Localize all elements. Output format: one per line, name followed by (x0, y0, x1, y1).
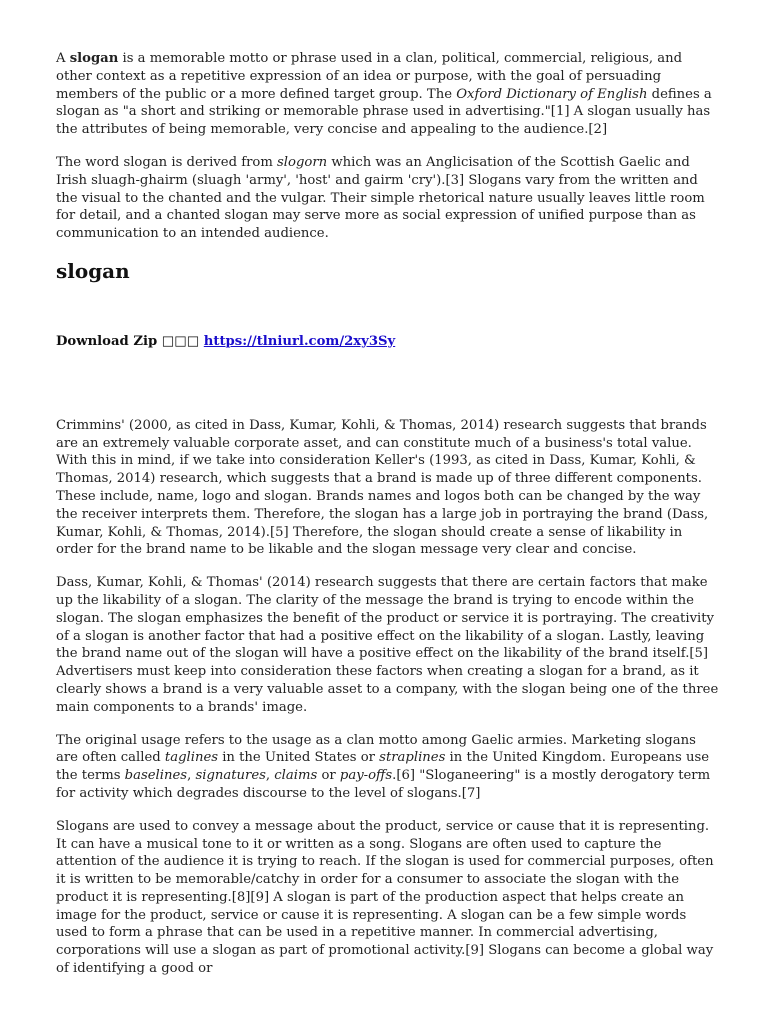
download-link[interactable]: https://tlniurl.com/2xy3Sy (203, 333, 396, 349)
text-run: , (265, 768, 275, 784)
download-label: Download Zip (56, 333, 158, 349)
text-run: A (56, 51, 70, 66)
text-run: which was an Anglicisation of the Scottish Gaelic and Irish sluagh-ghairm (sluagh 'army', 'host' and gairm 'cry').[3] Slogans vary from the written and the visual to the chanted and the vulgar. Their simple rhetorical nature usually leaves little room for detail, and a chanted slogan may serve more as social expression of unified purpose than as communication to an intended audience. (56, 154, 705, 242)
intro-paragraph-1 (56, 50, 720, 139)
text-run: in the United States or (218, 750, 380, 766)
section-heading: slogan (56, 258, 130, 283)
bold-term-slogan: slogan (69, 51, 119, 66)
italic-term: taglines (164, 750, 219, 766)
text-run: or (317, 768, 340, 784)
paragraph-slogans-convey: Slogans are used to convey a message about the product, service or cause that it is representing. It can have a musical tone to it or written as a song. Slogans are often used to capture the attention of the audience it is trying to reach. If the slogan is used for commercial purposes, often it is written to be memorable/catchy in order for a consumer to associate the slogan with the product it is representing.[8][9] A slogan is part of the production aspect that helps create an image for the product, service or cause it is representing. A slogan can be a few simple words used to form a phrase that can be used in a repetitive manner. In commercial advertising, corporations will use a slogan as part of promotional activity.[9] Slogans can become a global way of identifying a good or (56, 818, 714, 977)
paragraph-dass: Dass, Kumar, Kohli, & Thomas' (2014) research suggests that there are certain factors that make up the likability of a slogan. The clarity of the message the brand is trying to encode within the slogan. The slogan emphasizes the benefit of the product or service it is portraying. The creativity of a slogan is another factor that had a positive effect on the likability of a slogan. Lastly, leaving the brand name out of the slogan will have a positive effect on the likability of the brand itself.[5] Advertisers must keep into consideration these factors when creating a slogan for a brand, as it clearly shows a brand is a very valuable asset to a company, with the slogan being one of the three main components to a brands' image. (56, 575, 719, 715)
text-run: , (187, 768, 196, 784)
italic-term-slogorn: slogorn (277, 154, 328, 170)
italic-term: pay-offs (339, 768, 393, 784)
text-run: in the United Kingdom. Europeans use the terms (56, 750, 710, 784)
paragraph-original-usage (56, 732, 720, 803)
paragraph-crimmins: Crimmins' (2000, as cited in Dass, Kumar, Kohli, & Thomas, 2014) research suggests that brands are an extremely valuable corporate asset, and can constitute much of a business's total value. With this in mind, if we take into consideration Keller's (1993, as cited in Dass, Kumar, Kohli, & Thomas, 2014) research, which suggests that a brand is made up of three different components. These include, name, logo and slogan. Brands names and logos both can be changed by the way the receiver interprets them. Therefore, the slogan has a large job in portraying the brand (Dass, Kumar, Kohli, & Thomas, 2014).[5] Therefore, the slogan should create a sense of likability in order for the brand name to be likable and the slogan message very clear and concise. (56, 417, 709, 558)
text-run: The word slogan is derived from (56, 154, 278, 170)
italic-term: baselines (124, 768, 188, 784)
arrow-glyphs: □□□ (161, 333, 200, 349)
download-line (56, 333, 720, 351)
italic-term: signatures (195, 768, 266, 784)
document-page (56, 50, 720, 993)
italic-term: straplines (379, 750, 446, 766)
spacer (56, 351, 720, 417)
intro-paragraph-2 (56, 154, 720, 243)
italic-term: claims (274, 768, 318, 784)
text-run: defines a slogan as "a short and striking or memorable phrase used in advertising."[1] A slogan usually has the attributes of being memorable, very concise and appealing to the audience.[2] (56, 86, 712, 138)
text-run: is a memorable motto or phrase used in a clan, political, commercial, religious, and other context as a repetitive expression of an idea or purpose, with the goal of persuading members of the public or a more defined target group. The (56, 51, 683, 102)
text-run: .[6] "Sloganeering" is a mostly derogatory term for activity which degrades discourse to the level of slogans.[7] (56, 768, 711, 801)
text-run: The original usage refers to the usage as a clan motto among Gaelic armies. Marketing slogans are often called (56, 732, 696, 766)
italic-title-oxford: Oxford Dictionary of English (456, 86, 648, 102)
